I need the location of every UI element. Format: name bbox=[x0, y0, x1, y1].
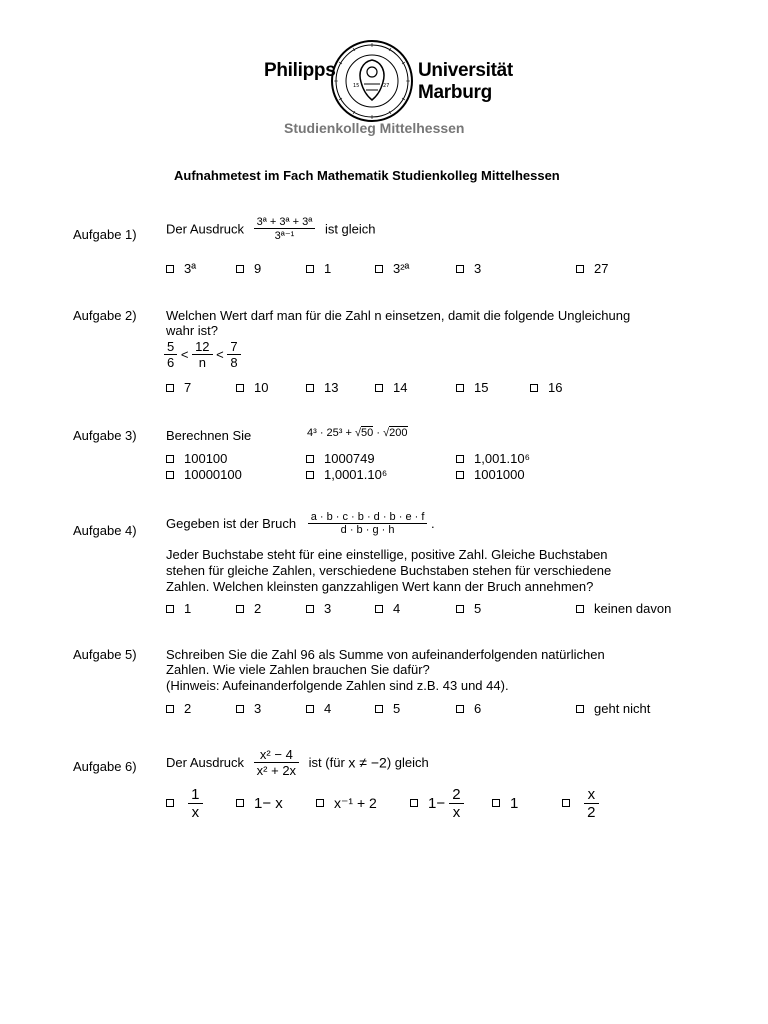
task-2-text-line-1: Welchen Wert darf man für die Zahl n einsetzen, damit die folgende Ungleichung bbox=[166, 308, 631, 323]
task-2-option-2[interactable]: 10 bbox=[236, 380, 268, 395]
task-5-option-5[interactable]: 6 bbox=[456, 701, 481, 716]
logo-word-universitaet: Universität bbox=[418, 60, 513, 81]
checkbox-icon[interactable] bbox=[456, 455, 464, 463]
checkbox-icon[interactable] bbox=[306, 384, 314, 392]
task-1-denominator: 3ª⁻¹ bbox=[274, 230, 295, 242]
task-2-option-5[interactable]: 15 bbox=[456, 380, 488, 395]
logo-word-marburg: Marburg bbox=[418, 82, 492, 103]
checkbox-icon[interactable] bbox=[576, 605, 584, 613]
checkbox-icon[interactable] bbox=[375, 265, 383, 273]
page-title: Aufnahmetest im Fach Mathematik Studienkolleg Mittelhessen bbox=[174, 168, 560, 183]
task-6-option-2[interactable]: 1− x bbox=[236, 795, 283, 812]
task-2-option-3[interactable]: 13 bbox=[306, 380, 338, 395]
task-3-text: Berechnen Sie bbox=[166, 428, 252, 443]
checkbox-icon[interactable] bbox=[375, 605, 383, 613]
task-4-question: Gegeben ist der Bruch $\frac{a \cdot b \cdot c \cdot b \cdot d \cdot b \cdot e \cdot f}{d \cdot b \cdot g \cdot h}$ . bbox=[166, 511, 435, 536]
checkbox-icon[interactable] bbox=[316, 799, 324, 807]
checkbox-icon[interactable] bbox=[375, 705, 383, 713]
logo-word-philipps: Philipps bbox=[264, 60, 336, 81]
task-1-option-3[interactable]: 1 bbox=[306, 261, 331, 276]
checkbox-icon[interactable] bbox=[530, 384, 538, 392]
task-6-option-6[interactable]: $\frac{x}{2}$ bbox=[562, 786, 599, 821]
task-1-label: Aufgabe 1) bbox=[73, 227, 137, 242]
university-seal bbox=[331, 40, 413, 122]
task-1-option-6[interactable]: 27 bbox=[576, 261, 608, 276]
checkbox-icon[interactable] bbox=[236, 384, 244, 392]
checkbox-icon[interactable] bbox=[236, 705, 244, 713]
task-5-option-4[interactable]: 5 bbox=[375, 701, 400, 716]
checkbox-icon[interactable] bbox=[576, 705, 584, 713]
task-6-question: Der Ausdruck $\frac{\text{x² − 4}}{\text{x² + 2x}}$ ist (für x ≠ −2) gleich bbox=[166, 747, 429, 778]
task-3-option-3[interactable]: 1,001.10⁶ bbox=[456, 451, 530, 466]
task-2-label: Aufgabe 2) bbox=[73, 308, 137, 323]
task-5-option-1[interactable]: 2 bbox=[166, 701, 191, 716]
checkbox-icon[interactable] bbox=[306, 605, 314, 613]
task-4-fraction: $\frac{a \cdot b \cdot c \cdot b \cdot d \cdot b \cdot e \cdot f}{d \cdot b \cdot g \cdot h}$ bbox=[308, 511, 428, 536]
task-4-option-4[interactable]: 4 bbox=[375, 601, 400, 616]
checkbox-icon[interactable] bbox=[456, 705, 464, 713]
checkbox-icon[interactable] bbox=[166, 471, 174, 479]
task-1-option-1[interactable]: 3ª bbox=[166, 261, 196, 276]
seal-icon bbox=[331, 40, 413, 122]
task-4-text-line-2: stehen für gleiche Zahlen, verschiedene Buchstaben stehen für verschiedene bbox=[166, 563, 612, 578]
checkbox-icon[interactable] bbox=[306, 705, 314, 713]
task-3-option-6[interactable]: 1001000 bbox=[456, 467, 525, 482]
checkbox-icon[interactable] bbox=[236, 265, 244, 273]
task-2-inequality: $\frac{5}{6}$ < $\frac{12}{n}$ < $\frac{7}{8}$ bbox=[164, 339, 241, 370]
checkbox-icon[interactable] bbox=[375, 384, 383, 392]
task-6-option-5[interactable]: 1 bbox=[492, 795, 518, 812]
checkbox-icon[interactable] bbox=[576, 265, 584, 273]
task-6-option-1[interactable]: $\frac{1}{x}$ bbox=[166, 786, 203, 821]
checkbox-icon[interactable] bbox=[236, 605, 244, 613]
checkbox-icon[interactable] bbox=[492, 799, 500, 807]
svg-text:27: 27 bbox=[383, 83, 390, 89]
task-5-label: Aufgabe 5) bbox=[73, 647, 137, 662]
checkbox-icon[interactable] bbox=[166, 605, 174, 613]
task-4-option-2[interactable]: 2 bbox=[236, 601, 261, 616]
task-1-question bbox=[166, 216, 376, 242]
task-6-label: Aufgabe 6) bbox=[73, 759, 137, 774]
checkbox-icon[interactable] bbox=[166, 265, 174, 273]
task-3-option-1[interactable]: 100100 bbox=[166, 451, 227, 466]
task-4-text-line-1: Jeder Buchstabe steht für eine einstellige, positive Zahl. Gleiche Buchstaben bbox=[166, 547, 608, 562]
sqrt-icon: √ bbox=[383, 427, 390, 439]
checkbox-icon[interactable] bbox=[456, 265, 464, 273]
task-4-text-line-3: Zahlen. Welchen kleinsten ganzzahligen Wert kann der Bruch annehmen? bbox=[166, 579, 594, 594]
task-3-expression: 4³ · 25³ + √50 · √200 bbox=[307, 427, 408, 439]
task-3-option-2[interactable]: 1000749 bbox=[306, 451, 375, 466]
institute-name: Studienkolleg Mittelhessen bbox=[284, 120, 465, 136]
checkbox-icon[interactable] bbox=[306, 471, 314, 479]
task-6-option-4[interactable]: 1− $\frac{2}{x}$ bbox=[410, 786, 464, 821]
task-3-label: Aufgabe 3) bbox=[73, 428, 137, 443]
checkbox-icon[interactable] bbox=[562, 799, 570, 807]
task-2-option-6[interactable]: 16 bbox=[530, 380, 562, 395]
task-5-option-3[interactable]: 4 bbox=[306, 701, 331, 716]
checkbox-icon[interactable] bbox=[166, 455, 174, 463]
task-4-option-3[interactable]: 3 bbox=[306, 601, 331, 616]
task-5-text-line-1: Schreiben Sie die Zahl 96 als Summe von aufeinanderfolgenden natürlichen bbox=[166, 647, 605, 662]
checkbox-icon[interactable] bbox=[236, 799, 244, 807]
task-5-text-line-3: (Hinweis: Aufeinanderfolgende Zahlen sind z.B. 43 und 44). bbox=[166, 678, 509, 693]
task-2-text-line-2: wahr ist? bbox=[166, 323, 219, 338]
task-6-fraction: $\frac{\text{x² − 4}}{\text{x² + 2x}}$ bbox=[254, 747, 299, 778]
task-3-option-5[interactable]: 1,0001.10⁶ bbox=[306, 467, 387, 482]
task-1-fraction bbox=[254, 216, 316, 242]
checkbox-icon[interactable] bbox=[456, 384, 464, 392]
task-1-text-after: ist gleich bbox=[324, 221, 376, 237]
task-1-numerator: 3ª + 3ª + 3ª bbox=[254, 216, 316, 229]
checkbox-icon[interactable] bbox=[166, 799, 174, 807]
task-2-option-1[interactable]: 7 bbox=[166, 380, 191, 395]
task-1-option-2[interactable]: 9 bbox=[236, 261, 261, 276]
checkbox-icon[interactable] bbox=[410, 799, 418, 807]
checkbox-icon[interactable] bbox=[166, 384, 174, 392]
task-6-option-3[interactable]: x⁻¹ + 2 bbox=[316, 795, 377, 812]
task-2-option-4[interactable]: 14 bbox=[375, 380, 407, 395]
checkbox-icon[interactable] bbox=[456, 605, 464, 613]
task-1-text-before: Der Ausdruck bbox=[166, 221, 245, 237]
task-4-option-6[interactable]: keinen davon bbox=[576, 601, 671, 616]
task-1-option-4[interactable]: 3²ª bbox=[375, 261, 409, 276]
checkbox-icon[interactable] bbox=[306, 265, 314, 273]
task-5-option-6[interactable]: geht nicht bbox=[576, 701, 650, 716]
svg-text:15: 15 bbox=[353, 83, 360, 89]
checkbox-icon[interactable] bbox=[456, 471, 464, 479]
task-4-option-1[interactable]: 1 bbox=[166, 601, 191, 616]
task-5-option-2[interactable]: 3 bbox=[236, 701, 261, 716]
sqrt-icon: √ bbox=[355, 427, 362, 439]
task-1-option-5[interactable]: 3 bbox=[456, 261, 481, 276]
task-4-label: Aufgabe 4) bbox=[73, 523, 137, 538]
task-4-option-5[interactable]: 5 bbox=[456, 601, 481, 616]
checkbox-icon[interactable] bbox=[306, 455, 314, 463]
checkbox-icon[interactable] bbox=[166, 705, 174, 713]
task-5-text-line-2: Zahlen. Wie viele Zahlen brauchen Sie dafür? bbox=[166, 662, 430, 677]
task-3-option-4[interactable]: 10000100 bbox=[166, 467, 242, 482]
